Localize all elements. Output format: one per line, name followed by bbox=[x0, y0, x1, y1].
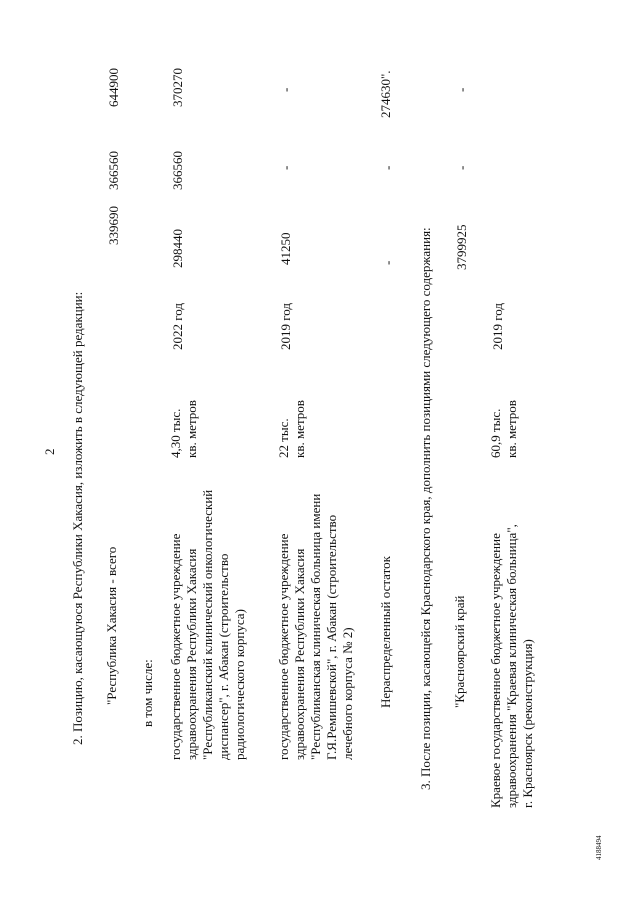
row-krasnoyarsk-total-name: "Красноярский край bbox=[452, 595, 467, 708]
paragraph-3: 3. После позиции, касающейся Краснодарского края, дополнить позициями следующего содержания: bbox=[418, 227, 433, 790]
page-number: 2 bbox=[42, 448, 57, 455]
row-khakasia-total-v3: 644900 bbox=[106, 68, 121, 107]
row-oncology-name-line: здравоохранения Республики Хакасия bbox=[184, 548, 199, 760]
row-krasnoyarsk-hospital-year: 2019 год bbox=[490, 303, 505, 350]
row-khakasia-total-v2: 366560 bbox=[106, 151, 121, 190]
row-oncology-name-line: государственное бюджетное учреждение bbox=[168, 533, 183, 760]
row-oncology-capacity: кв. метров bbox=[184, 400, 199, 458]
row-oncology-v1: 298440 bbox=[170, 229, 185, 268]
row-krasnoyarsk-total-v3: - bbox=[454, 87, 469, 92]
row-krasnoyarsk-hospital-name-line: Краевое государственное бюджетное учреждение bbox=[488, 533, 503, 808]
row-oncology-v2: 366560 bbox=[170, 151, 185, 190]
row-unallocated-name: Нераспределенный остаток bbox=[378, 556, 393, 708]
row-hospital-name-line: Г.Я.Ремишевской", г. Абакан (строительство bbox=[324, 514, 339, 760]
row-hospital-name-line: "Республиканская клиническая больница имени bbox=[308, 493, 323, 760]
row-hospital-capacity: кв. метров bbox=[292, 400, 307, 458]
row-krasnoyarsk-hospital-name-line: здравоохранения "Краевая клиническая больница", bbox=[504, 524, 519, 808]
row-oncology-name-line: "Республиканский клинический онкологический bbox=[200, 489, 215, 760]
row-oncology-name-line: радиологического корпуса) bbox=[232, 609, 247, 760]
row-hospital-capacity: 22 тыс. bbox=[276, 418, 291, 458]
row-krasnoyarsk-hospital-capacity: кв. метров bbox=[504, 400, 519, 458]
row-hospital-year: 2019 год bbox=[278, 303, 293, 350]
row-in-that-number: в том числе: bbox=[140, 659, 155, 727]
row-oncology-capacity: 4,30 тыс. bbox=[168, 408, 183, 458]
row-hospital-name-line: лечебного корпуса № 2) bbox=[340, 627, 355, 760]
row-unallocated-v3: 274630". bbox=[378, 70, 393, 118]
row-krasnoyarsk-total-v2: - bbox=[454, 165, 469, 170]
row-krasnoyarsk-hospital-capacity: 60,9 тыс. bbox=[488, 408, 503, 458]
row-krasnoyarsk-hospital-name-line: г. Красноярск (реконструкция) bbox=[520, 639, 535, 808]
row-unallocated-v1: - bbox=[380, 260, 395, 265]
row-oncology-v3: 370270 bbox=[170, 68, 185, 107]
row-khakasia-total-v1: 339690 bbox=[106, 206, 121, 245]
row-hospital-name-line: государственное бюджетное учреждение bbox=[276, 533, 291, 760]
row-krasnoyarsk-total-v1: 3799925 bbox=[454, 224, 469, 270]
row-hospital-v3: - bbox=[278, 87, 293, 92]
row-unallocated-v2: - bbox=[380, 165, 395, 170]
paragraph-2: 2. Позицию, касающуюся Республики Хакасия, изложить в следующей редакции: bbox=[70, 291, 85, 745]
document-code: 4188494 bbox=[595, 835, 603, 860]
row-hospital-v1: 41250 bbox=[278, 232, 293, 265]
row-khakasia-total-name: "Республика Хакасия - всего bbox=[104, 546, 119, 705]
row-oncology-year: 2022 год bbox=[170, 303, 185, 350]
row-hospital-v2: - bbox=[278, 165, 293, 170]
row-oncology-name-line: диспансер", г. Абакан (строительство bbox=[216, 553, 231, 760]
row-hospital-name-line: здравоохранения Республики Хакасия bbox=[292, 548, 307, 760]
